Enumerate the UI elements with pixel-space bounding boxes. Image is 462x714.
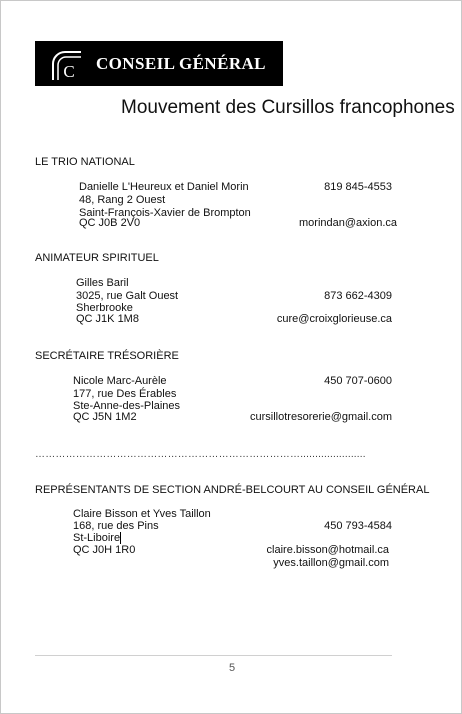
- contact-address: 3025, rue Galt Ouest: [76, 290, 179, 302]
- contact-city: Sherbrooke: [76, 302, 133, 314]
- contact-city[interactable]: St-Liboire: [73, 532, 121, 544]
- contact-address: 48, Rang 2 Ouest: [79, 194, 166, 206]
- contact-postal: QC J1K 1M8: [76, 313, 139, 325]
- logo-text: CONSEIL GÉNÉRAL: [96, 54, 266, 73]
- contact-city: Ste-Anne-des-Plaines: [73, 400, 181, 412]
- contact-phone: 873 662-4309: [324, 290, 392, 302]
- contact-phone: 450 793-4584: [324, 520, 392, 532]
- contact-name: Nicole Marc-Aurèle: [73, 375, 167, 387]
- contact-postal: QC J0H 1R0: [73, 544, 136, 556]
- contact-address: 168, rue des Pins: [73, 520, 159, 532]
- section-heading-representants: REPRÉSENTANTS DE SECTION ANDRÉ-BELCOURT AU CONSEIL GÉNÉRAL: [35, 484, 430, 496]
- contact-postal: QC J0B 2V0: [79, 217, 141, 229]
- contact-email: morindan@axion.ca: [299, 217, 397, 229]
- c-monogram-icon: [45, 44, 85, 84]
- contact-email: cursillotresorerie@gmail.com: [250, 411, 392, 423]
- conseil-general-logo: [35, 41, 283, 86]
- contact-email-secondary: yves.taillon@gmail.com: [273, 557, 389, 569]
- contact-postal: QC J5N 1M2: [73, 411, 137, 423]
- section-heading-secretaire-tresoriere: SECRÉTAIRE TRÉSORIÈRE: [35, 350, 179, 362]
- footer-divider: [35, 655, 392, 656]
- contact-name: Gilles Baril: [76, 277, 129, 289]
- contact-address: 177, rue Des Érables: [73, 388, 177, 400]
- contact-phone: 819 845-4553: [324, 181, 392, 193]
- section-heading-trio-national: LE TRIO NATIONAL: [35, 156, 135, 168]
- page-number: 5: [228, 662, 236, 674]
- contact-email: claire.bisson@hotmail.ca: [266, 544, 389, 556]
- contact-name: Danielle L'Heureux et Daniel Morin: [79, 181, 249, 193]
- contact-city: Saint-François-Xavier de Brompton: [79, 207, 251, 219]
- contact-name: Claire Bisson et Yves Taillon: [73, 508, 211, 520]
- contact-phone: 450 707-0600: [324, 375, 392, 387]
- section-heading-animateur-spirituel: ANIMATEUR SPIRITUEL: [35, 252, 159, 264]
- svg-text:C: C: [63, 62, 75, 81]
- page-title: Mouvement des Cursillos francophones: [121, 97, 455, 118]
- contact-email: cure@croixglorieuse.ca: [276, 313, 392, 325]
- dotted-separator: ……………………………………………………………………......................: [35, 449, 366, 460]
